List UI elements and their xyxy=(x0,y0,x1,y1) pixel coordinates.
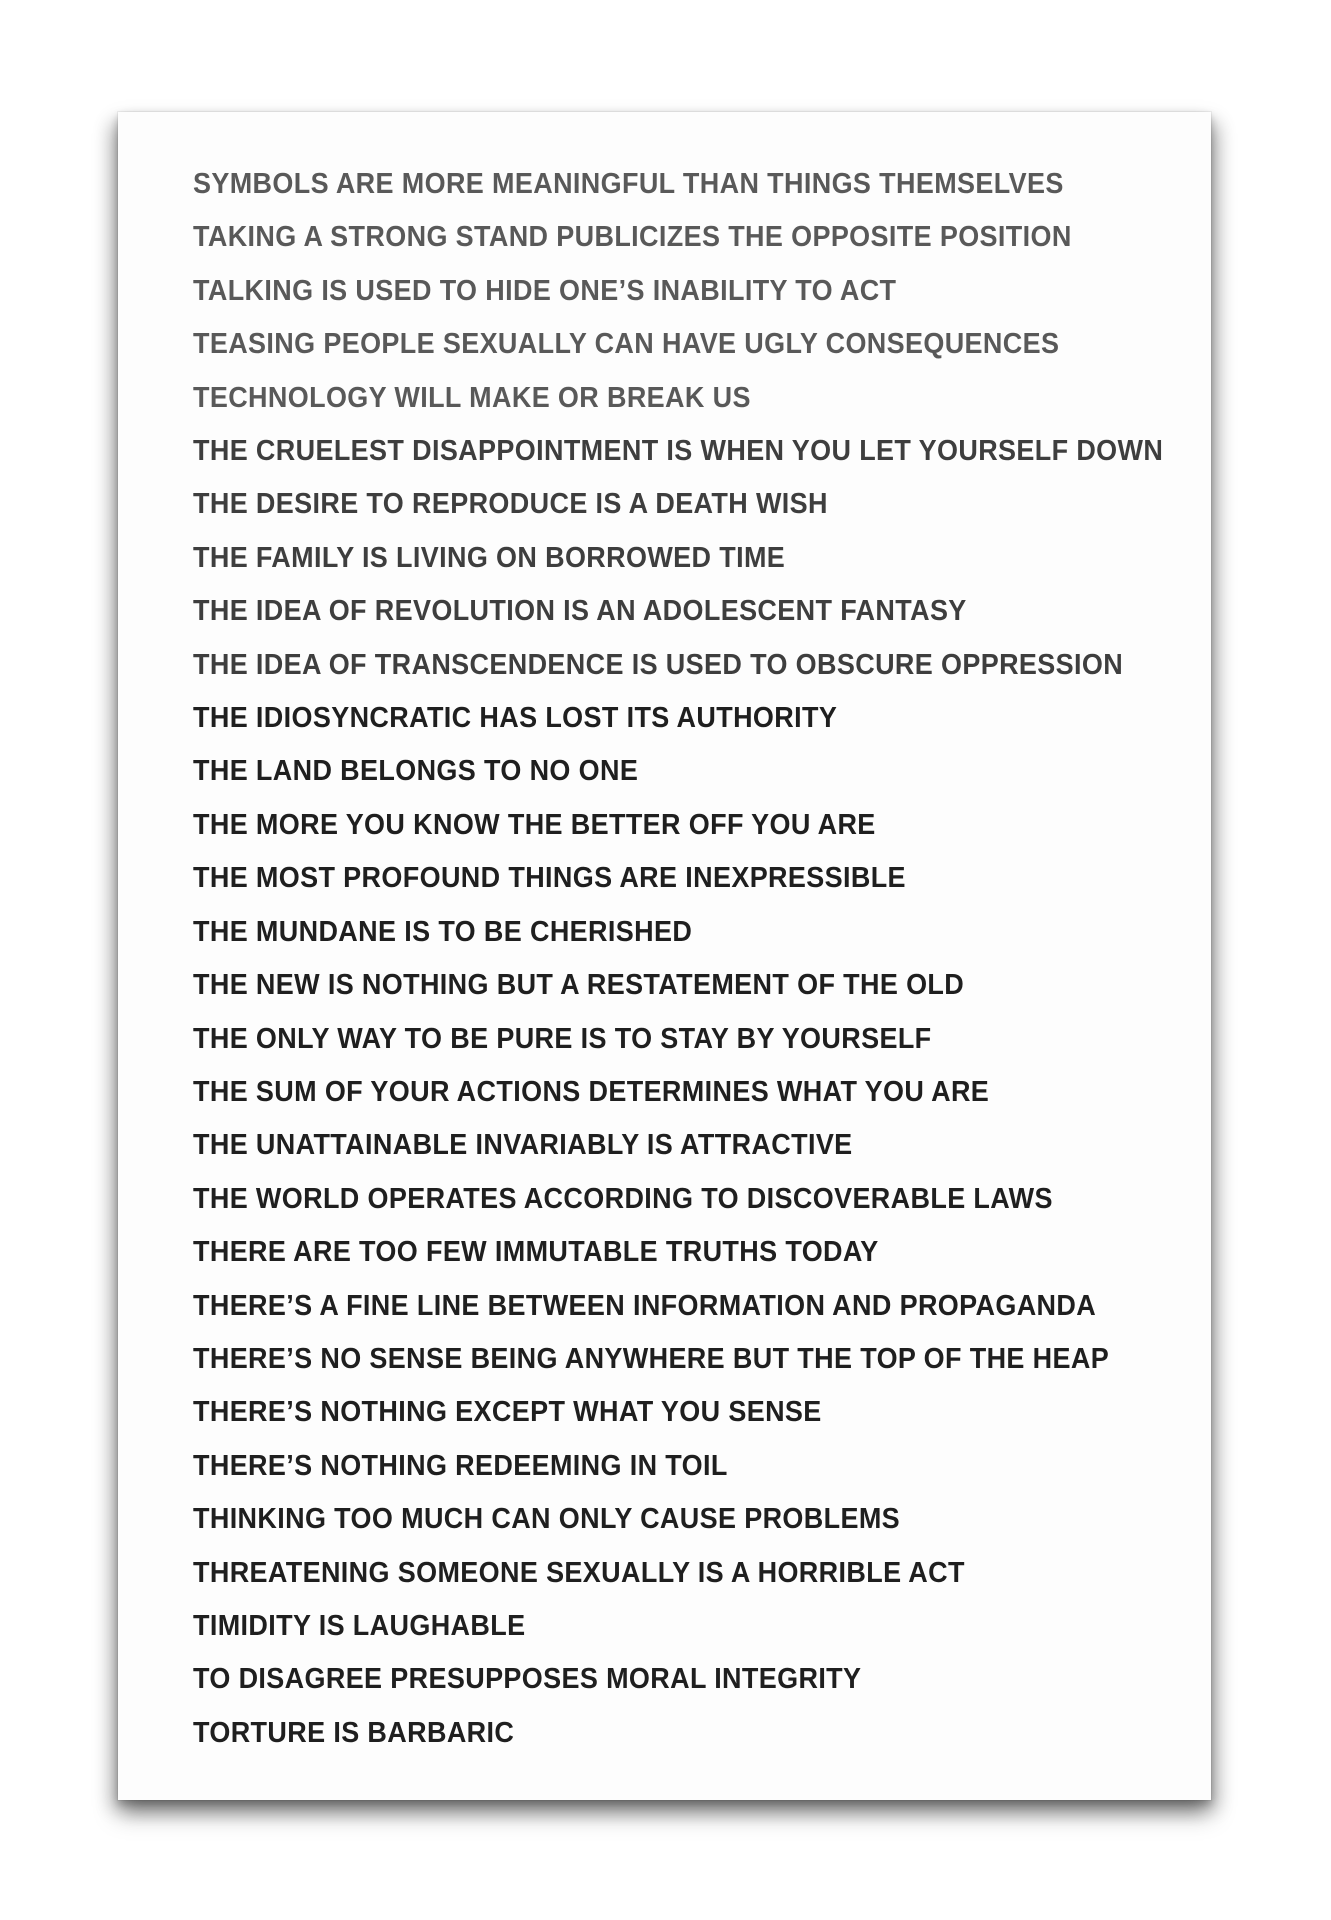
truism-line: THE MORE YOU KNOW THE BETTER OFF YOU ARE xyxy=(193,808,876,841)
truism-line: THINKING TOO MUCH CAN ONLY CAUSE PROBLEMS xyxy=(193,1503,901,1536)
truism-line: THE WORLD OPERATES ACCORDING TO DISCOVERABLE LAWS xyxy=(193,1182,1053,1215)
truism-line: THE SUM OF YOUR ACTIONS DETERMINES WHAT YOU ARE xyxy=(193,1075,990,1108)
truism-line: TEASING PEOPLE SEXUALLY CAN HAVE UGLY CONSEQUENCES xyxy=(193,328,1060,361)
truism-line: THERE’S NO SENSE BEING ANYWHERE BUT THE TOP OF THE HEAP xyxy=(193,1342,1110,1375)
truism-line: TAKING A STRONG STAND PUBLICIZES THE OPPOSITE POSITION xyxy=(193,221,1072,254)
truism-line: THE DESIRE TO REPRODUCE IS A DEATH WISH xyxy=(193,488,828,521)
document-page xyxy=(118,112,1211,1800)
truism-line: THE IDIOSYNCRATIC HAS LOST ITS AUTHORITY xyxy=(193,702,838,735)
truism-line: THE CRUELEST DISAPPOINTMENT IS WHEN YOU LET YOURSELF DOWN xyxy=(193,435,1164,468)
truism-line: TIMIDITY IS LAUGHABLE xyxy=(193,1609,526,1642)
truism-line: THERE’S NOTHING REDEEMING IN TOIL xyxy=(193,1449,728,1482)
truism-line: SYMBOLS ARE MORE MEANINGFUL THAN THINGS THEMSELVES xyxy=(193,168,1064,200)
truism-line: THREATENING SOMEONE SEXUALLY IS A HORRIBLE ACT xyxy=(193,1556,965,1589)
truism-line: THE UNATTAINABLE INVARIABLY IS ATTRACTIVE xyxy=(193,1129,853,1162)
truism-line: THE NEW IS NOTHING BUT A RESTATEMENT OF THE OLD xyxy=(193,969,965,1002)
truisms-list xyxy=(193,158,1163,1760)
truism-line: THERE’S A FINE LINE BETWEEN INFORMATION AND PROPAGANDA xyxy=(193,1289,1097,1322)
truism-line: TORTURE IS BARBARIC xyxy=(193,1716,515,1749)
truism-line: TALKING IS USED TO HIDE ONE’S INABILITY TO ACT xyxy=(193,274,897,307)
truism-line: THE MUNDANE IS TO BE CHERISHED xyxy=(193,915,693,948)
truism-line: TECHNOLOGY WILL MAKE OR BREAK US xyxy=(193,381,751,414)
truism-line: THE LAND BELONGS TO NO ONE xyxy=(193,755,639,788)
truism-line: THE MOST PROFOUND THINGS ARE INEXPRESSIBLE xyxy=(193,862,906,895)
truism-line: THE IDEA OF REVOLUTION IS AN ADOLESCENT FANTASY xyxy=(193,595,967,628)
truism-line: THERE ARE TOO FEW IMMUTABLE TRUTHS TODAY xyxy=(193,1236,879,1269)
truism-line: THE ONLY WAY TO BE PURE IS TO STAY BY YOURSELF xyxy=(193,1022,932,1055)
truism-line: TO DISAGREE PRESUPPOSES MORAL INTEGRITY xyxy=(193,1663,862,1696)
truism-line: THE IDEA OF TRANSCENDENCE IS USED TO OBSCURE OPPRESSION xyxy=(193,648,1124,681)
truism-line: THE FAMILY IS LIVING ON BORROWED TIME xyxy=(193,541,786,574)
truism-line: THERE’S NOTHING EXCEPT WHAT YOU SENSE xyxy=(193,1396,822,1429)
